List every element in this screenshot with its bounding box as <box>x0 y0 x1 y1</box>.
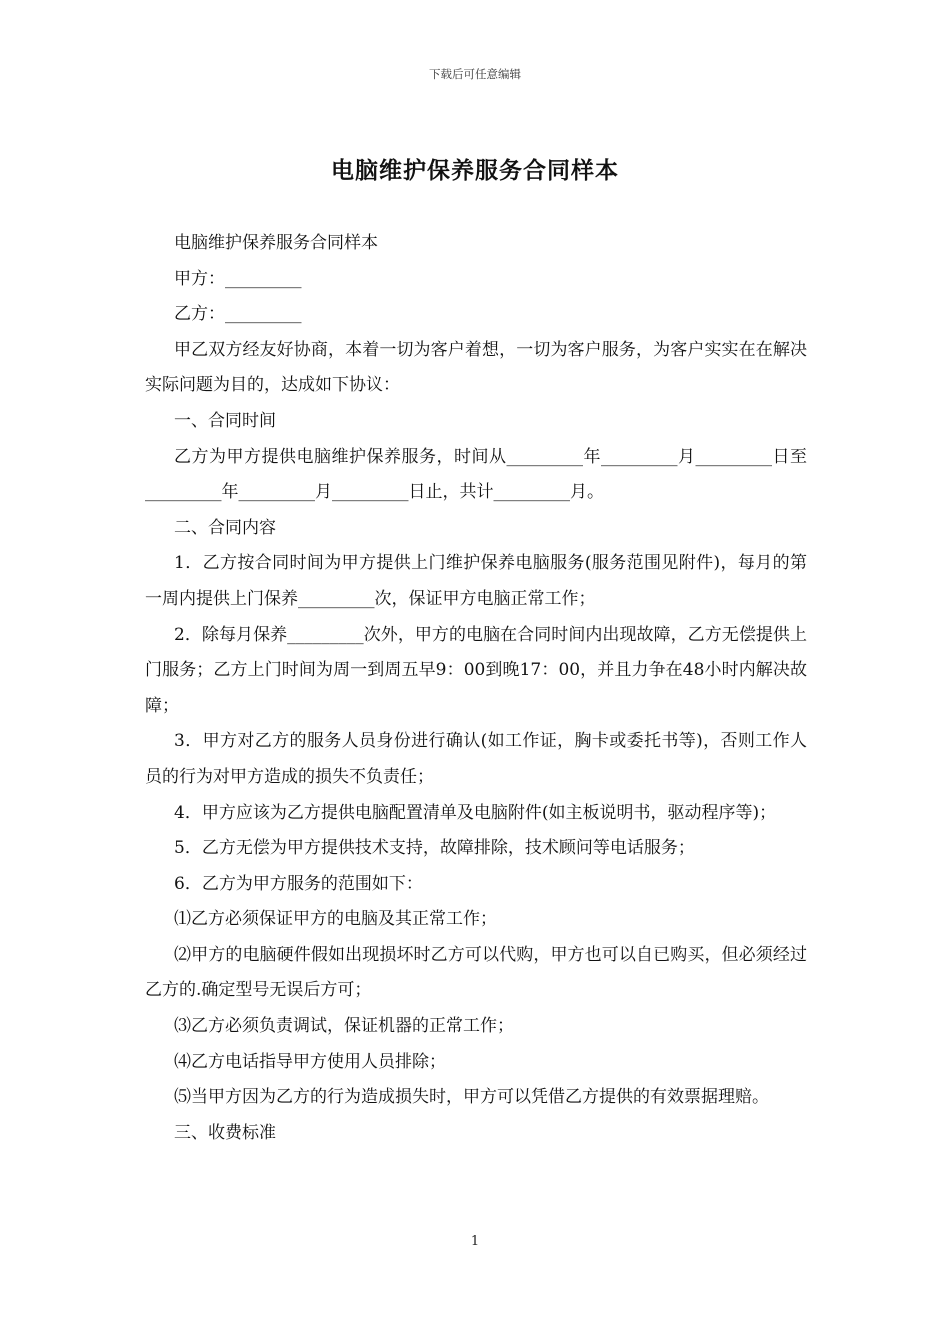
document-title: 电脑维护保养服务合同样本 <box>331 157 619 184</box>
page-number: 1 <box>470 1234 480 1249</box>
section-heading-fees: 三、收费标准 <box>174 1122 276 1143</box>
sub-clause-5: ⑸当甲方因为乙方的行为造成损失时，甲方可以凭借乙方提供的有效票据理赔。 <box>174 1087 769 1108</box>
clause-1: 1．乙方按合同时间为甲方提供上门维护保养电脑服务(服务范围见附件)，每月的第一周内提供上门保养_________次，保证甲方电脑正常工作； <box>145 553 807 609</box>
document-body <box>145 226 807 1151</box>
clause-6: 6．乙方为甲方服务的范围如下： <box>174 873 423 894</box>
party-a-line: 甲方：_________ <box>174 268 302 289</box>
party-b-line: 乙方：_________ <box>174 304 302 325</box>
sub-clause-3: ⑶乙方必须负责调试，保证机器的正常工作； <box>174 1016 514 1037</box>
clause-5: 5．乙方无偿为甲方提供技术支持，故障排除，技术顾问等电话服务； <box>174 838 695 859</box>
sub-clause-1: ⑴乙方必须保证甲方的电脑及其正常工作； <box>174 909 497 930</box>
clause-2: 2．除每月保养_________次外，甲方的电脑在合同时间内出现故障，乙方无偿提供上门服务；乙方上门时间为周一到周五早9：00到晚17：00，并且力争在48小时内解决故障； <box>145 624 807 716</box>
paragraph-contract-term: 乙方为甲方提供电脑维护保养服务，时间从_________年_________月_________日至_________年_________月_________日止，共计_________月。 <box>145 446 807 503</box>
section-heading-contract-content: 二、合同内容 <box>174 517 276 538</box>
clause-3: 3．甲方对乙方的服务人员身份进行确认(如工作证，胸卡或委托书等)，否则工作人员的行为对甲方造成的损失不负责任； <box>145 731 807 787</box>
clause-4: 4．甲方应该为乙方提供电脑配置清单及电脑附件(如主板说明书，驱动程序等)； <box>174 802 777 823</box>
paragraph-subtitle: 电脑维护保养服务合同样本 <box>174 233 378 253</box>
sub-clause-4: ⑷乙方电话指导甲方使用人员排除； <box>174 1051 446 1072</box>
header-note: 下载后可任意编辑 <box>429 67 521 81</box>
paragraph-preamble: 甲乙双方经友好协商，本着一切为客户着想，一切为客户服务，为客户实实在在解决实际问题为目的，达成如下协议： <box>145 339 807 396</box>
section-heading-contract-term: 一、合同时间 <box>174 410 276 431</box>
sub-clause-2: ⑵甲方的电脑硬件假如出现损坏时乙方可以代购，甲方也可以自已购买，但必须经过乙方的.确定型号无误后方可； <box>145 944 807 1001</box>
